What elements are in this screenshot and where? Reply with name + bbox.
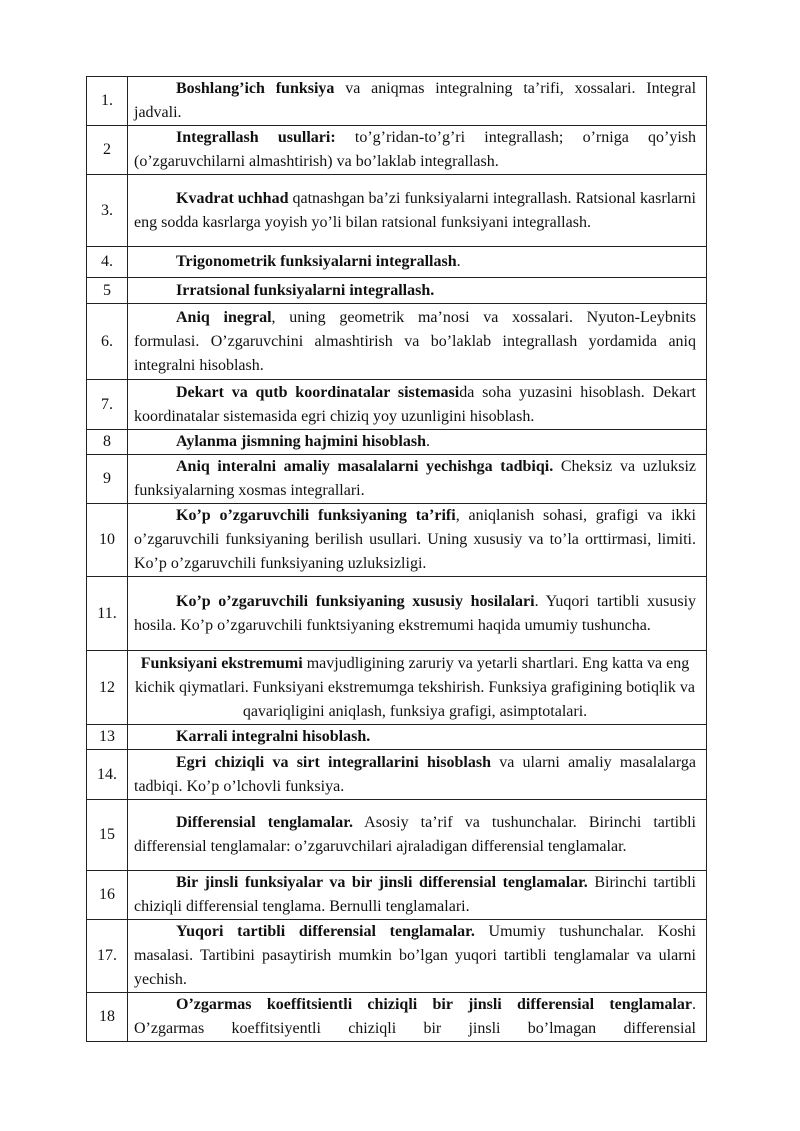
row-description: , uning geometrik ma’nosi va xossalari. Nyuton-Leybnits formulasi. O’zgaruvchini almashtirish va bo’laklab integrallash yordamida aniq integralni hisoblash. (134, 308, 696, 374)
row-text (128, 920, 707, 993)
row-text (128, 725, 707, 750)
row-text (128, 380, 707, 430)
row-description: Umumiy tushunchalar. Koshi masalasi. Tartibini pasaytirish mumkin bo’lgan yuqori tartibli tenglamalar va ularni yechish. (134, 923, 697, 988)
table-row (87, 871, 707, 920)
row-title: O’zgarmas koeffitsientli chiziqli bir jinsli differensial tenglamalar (176, 996, 692, 1013)
table-row (87, 247, 707, 278)
row-text (128, 304, 707, 380)
row-number: 12 (87, 651, 128, 725)
row-title: Funksiyani ekstremumi (140, 654, 303, 672)
row-text (128, 577, 707, 651)
table-row (87, 750, 707, 800)
row-text (128, 278, 707, 304)
row-number: 9 (87, 455, 128, 504)
row-number: 14. (87, 750, 128, 800)
row-title: Karrali integralni hisoblash. (176, 728, 371, 745)
row-number: 3. (87, 175, 128, 247)
row-title: Bir jinsli funksiyalar va bir jinsli differensial tenglamalar. (176, 874, 588, 891)
row-text (128, 651, 707, 725)
row-description: va aniqmas integralning ta’rifi, xossalari. Integral jadvali. (134, 80, 697, 121)
table-row (87, 651, 707, 725)
row-title: Ko’p o’zgaruvchili funksiyaning xususiy hosilalari (176, 592, 535, 610)
row-text (128, 504, 707, 577)
row-title: Aylanma jismning hajmini hisoblash (176, 433, 426, 450)
row-title: Dekart va qutb koordinatalar sistemasi (176, 383, 460, 401)
row-number: 4. (87, 247, 128, 278)
row-title: Irratsional funksiyalarni integrallash. (176, 281, 435, 299)
row-text (128, 750, 707, 800)
table-row (87, 725, 707, 750)
row-description: va ularni amaliy masalalarga tadbiqi. Ko’p o’lchovli funksiya. (134, 753, 696, 795)
table-row (87, 504, 707, 577)
row-text (128, 800, 707, 871)
row-text (128, 126, 707, 175)
row-title: Boshlang’ich funksiya (176, 80, 335, 97)
row-number: 2 (87, 126, 128, 175)
row-description: , aniqlanish sohasi, grafigi va ikki o’zgaruvchili funksiyaning berilish usullari. Uning xususiy va to’la orttirmasi, limiti. Ko’p o’zgaruvchili funksiyaning uzluksizligi. (134, 507, 697, 572)
table-row (87, 800, 707, 871)
row-number: 5 (87, 278, 128, 304)
row-description: qatnashgan ba’zi funksiyalarni integrallash. Ratsional kasrlarni eng sodda kasrlarga yoyish yo’li bilan ratsional funksiyani integrallash. (134, 189, 696, 231)
row-title: Egri chiziqli va sirt integrallarini hisoblash (176, 753, 491, 771)
row-description: Asosiy ta’rif va tushunchalar. Birinchi tartibli differensial tenglamalar: o’zgaruvchilari ajraladigan differensial tenglamalar. (134, 814, 697, 855)
row-number: 16 (87, 871, 128, 920)
row-text (128, 247, 707, 278)
row-number: 6. (87, 304, 128, 380)
row-text (128, 455, 707, 504)
row-text (128, 77, 707, 126)
row-number: 1. (87, 77, 128, 126)
row-number: 8 (87, 430, 128, 455)
table-row (87, 577, 707, 651)
row-text (128, 993, 707, 1042)
row-title: Aniq interalni amaliy masalalarni yechishga tadbiqi. (176, 458, 554, 475)
table-row (87, 920, 707, 993)
row-title: Trigonometrik funksiyalarni integrallash (176, 253, 457, 270)
table-row (87, 380, 707, 430)
table-row (87, 304, 707, 380)
row-title: Aniq inegral (176, 308, 272, 326)
row-number: 11. (87, 577, 128, 651)
table-row (87, 455, 707, 504)
row-title: Integrallash usullari: (176, 129, 336, 146)
table-row (87, 993, 707, 1042)
row-description: to’g’ridan-to’g’ri integrallash; o’rniga qo’yish (o’zgaruvchilarni almashtirish) va bo’laklab integrallash. (134, 129, 697, 170)
row-description: . Yuqori tartibli xususiy hosila. Ko’p o’zgaruvchili funktsiyaning ekstremumi haqida umumiy tushuncha. (134, 592, 697, 634)
row-description: . O’zgarmas koeffitsiyentli chiziqli bir jinsli bo’lmagan differensial (134, 996, 696, 1037)
row-description: . (456, 253, 461, 270)
row-title: Kvadrat uchhad (176, 189, 289, 207)
row-number: 10 (87, 504, 128, 577)
row-description: Cheksiz va uzluksiz funksiyalarning xosmas integrallari. (134, 458, 696, 499)
row-description: da soha yuzasini hisoblash. Dekart koordinatalar sistemasida egri chiziq yoy uzunligini hisoblash. (134, 383, 696, 425)
table-row (87, 278, 707, 304)
row-text (128, 175, 707, 247)
row-title: Ko’p o’zgaruvchili funksiyaning ta’rifi (176, 507, 456, 524)
row-text (128, 871, 707, 920)
row-number: 18 (87, 993, 128, 1042)
topics-table (86, 76, 707, 1042)
row-description: mavjudligining zaruriy va yetarli shartlari. Eng katta va eng kichik qiymatlari. Funksiyani ekstremumga tekshirish. Funksiya grafigining botiqlik va qavariqligini aniqlash, funksiya grafigi, asimptotalari. (135, 654, 695, 720)
row-number: 17. (87, 920, 128, 993)
table-row (87, 430, 707, 455)
row-number: 15 (87, 800, 128, 871)
row-description: Birinchi tartibli chiziqli differensial tenglama. Bernulli tenglamalari. (134, 874, 697, 915)
row-number: 13 (87, 725, 128, 750)
table-row (87, 126, 707, 175)
row-number: 7. (87, 380, 128, 430)
row-title: Differensial tenglamalar. (176, 814, 353, 831)
row-text (128, 430, 707, 455)
row-title: Yuqori tartibli differensial tenglamalar. (176, 923, 475, 940)
table-row (87, 175, 707, 247)
table-row (87, 77, 707, 126)
row-description: . (426, 433, 430, 450)
